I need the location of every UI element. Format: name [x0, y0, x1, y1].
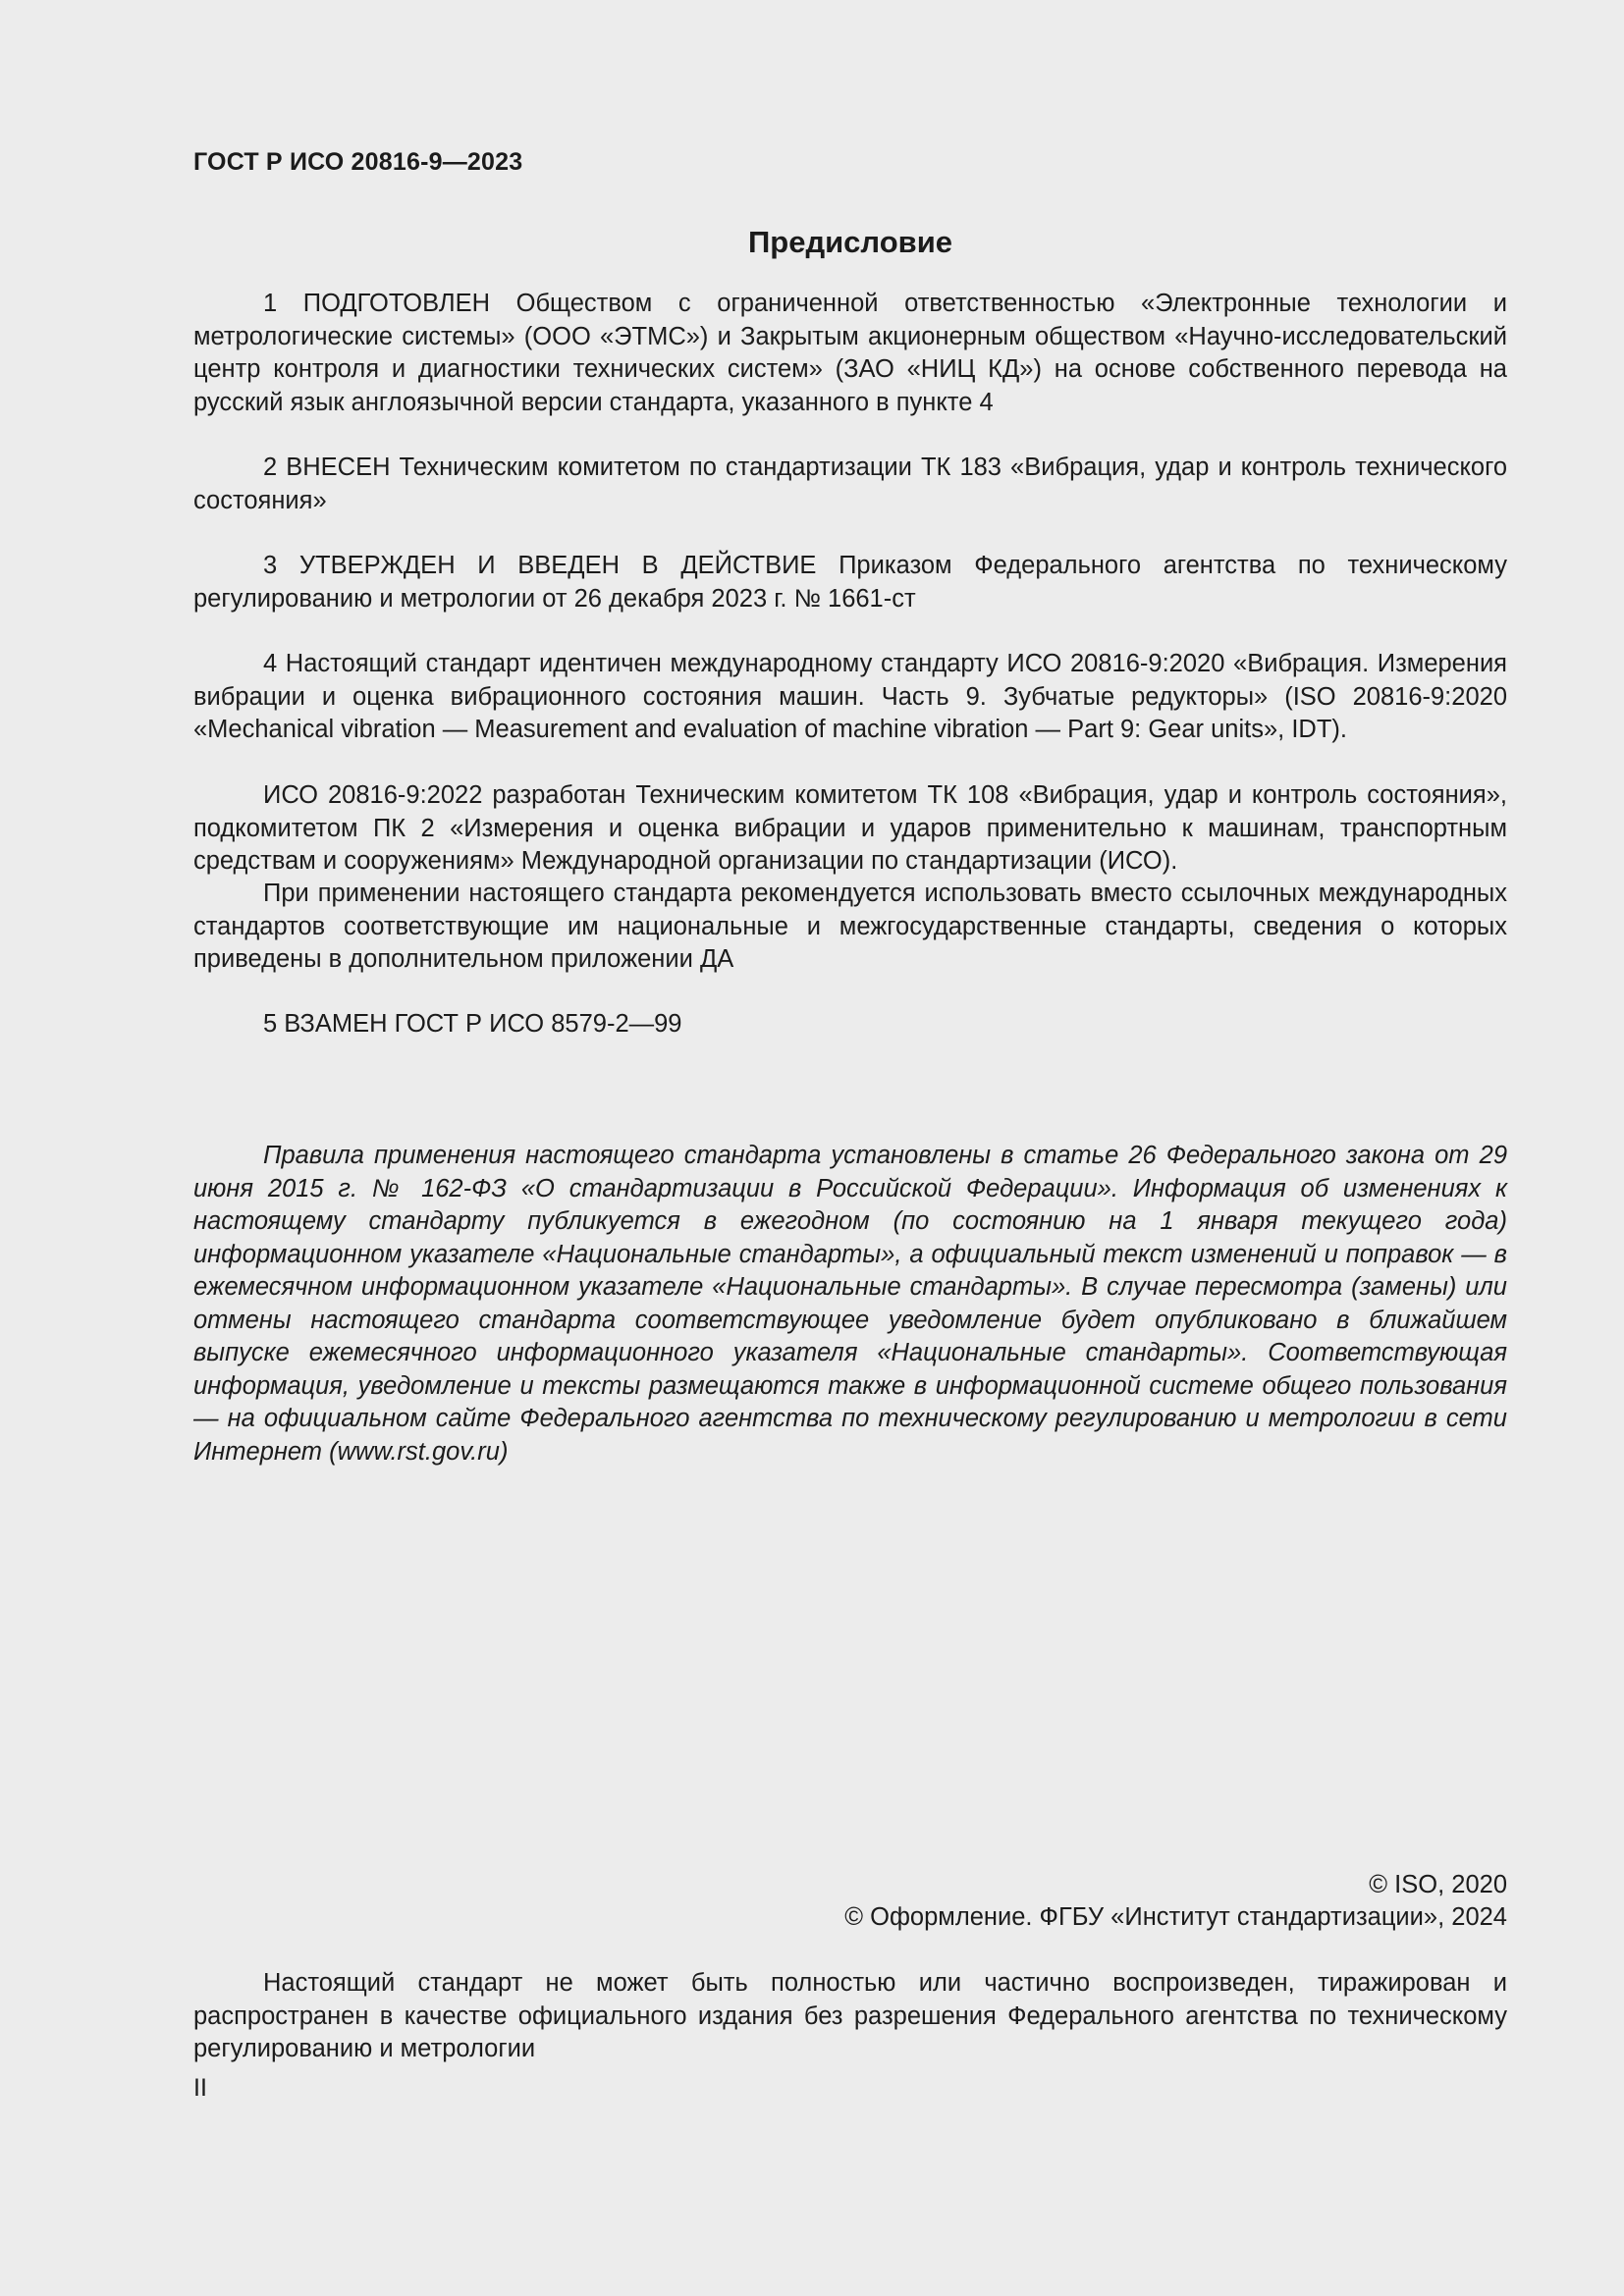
page-title: Предисловие [747, 225, 952, 259]
page-number: II [193, 2074, 207, 2102]
rules-note: Правила применения настоящего стандарта установлены в статье 26 Федерального закона от 29 июня 2015 г. № 162-ФЗ «О стандартизации в Российской Федерации». Информация об изменениях к настоящему стандарту публикуется в ежегодном (по состоянию на 1 января текущего года) информационном указателе «Национальные стандарты», а официальный текст изменений и поправок — в ежемесячном информационном указателе «Национальные стандарты». В случае пересмотра (замены) или отмены настоящего стандарта соответствующее уведомление будет опубликовано в ближайшем выпуске ежемесячного информационного указателя «Национальные стандарты». Соответствующая информация, уведомление и тексты размещаются также в информационной системе общего пользования — на официальном сайте Федерального агентства по техническому регулированию и метрологии в сети Интернет (www.rst.gov.ru) [193, 1142, 1507, 1466]
copyright-iso: © ISO, 2020 [1369, 1871, 1507, 1898]
foreword-item-3: 3 УТВЕРЖДЕН И ВВЕДЕН В ДЕЙСТВИЕ Приказом Федерального агентства по техническому регулированию и метрологии от 26 декабря 2023 г. № 1661-ст [193, 552, 1507, 613]
foreword-item-4-origin: ИСО 20816-9:2022 разработан Техническим комитетом ТК 108 «Вибрация, удар и контроль состояния», подкомитетом ПК 2 «Измерения и оценка вибрации и ударов применительно к машинам, транспортным средствам и сооружениям» Международной организации по стандартизации (ИСО). [193, 781, 1507, 875]
foreword-item-2: 2 ВНЕСЕН Техническим комитетом по стандартизации ТК 183 «Вибрация, удар и контроль технического состояния» [193, 454, 1507, 514]
document-code: ГОСТ Р ИСО 20816-9—2023 [193, 148, 523, 176]
foreword-item-1: 1 ПОДГОТОВЛЕН Обществом с ограниченной ответственностью «Электронные технологии и метрологические системы» (ООО «ЭТМС») и Закрытым акционерным обществом «Научно-исследовательский центр контроля и диагностики технических систем» (ЗАО «НИЦ КД») на основе собственного перевода на русский язык англоязычной версии стандарта, указанного в пункте 4 [193, 290, 1507, 416]
copyright-design: © Оформление. ФГБУ «Институт стандартизации», 2024 [844, 1903, 1507, 1931]
foreword-item-5: 5 ВЗАМЕН ГОСТ Р ИСО 8579-2—99 [263, 1010, 682, 1038]
reproduction-note: Настоящий стандарт не может быть полностью или частично воспроизведен, тиражирован и распространен в качестве официального издания без разрешения Федерального агентства по техническому регулированию и метрологии [193, 1969, 1507, 2062]
foreword-item-4: 4 Настоящий стандарт идентичен международному стандарту ИСО 20816-9:2020 «Вибрация. Измерения вибрации и оценка вибрационного состояния машин. Часть 9. Зубчатые редукторы» (ISO 20816-9:2020 «Mechanical vibration — Measurement and evaluation of machine vibration — Part 9: Gear units», IDT). [193, 650, 1507, 743]
foreword-item-4-references: При применении настоящего стандарта рекомендуется использовать вместо ссылочных международных стандартов соответствующие им национальные и межгосударственные стандарты, сведения о которых приведены в дополнительном приложении ДА [193, 880, 1507, 973]
